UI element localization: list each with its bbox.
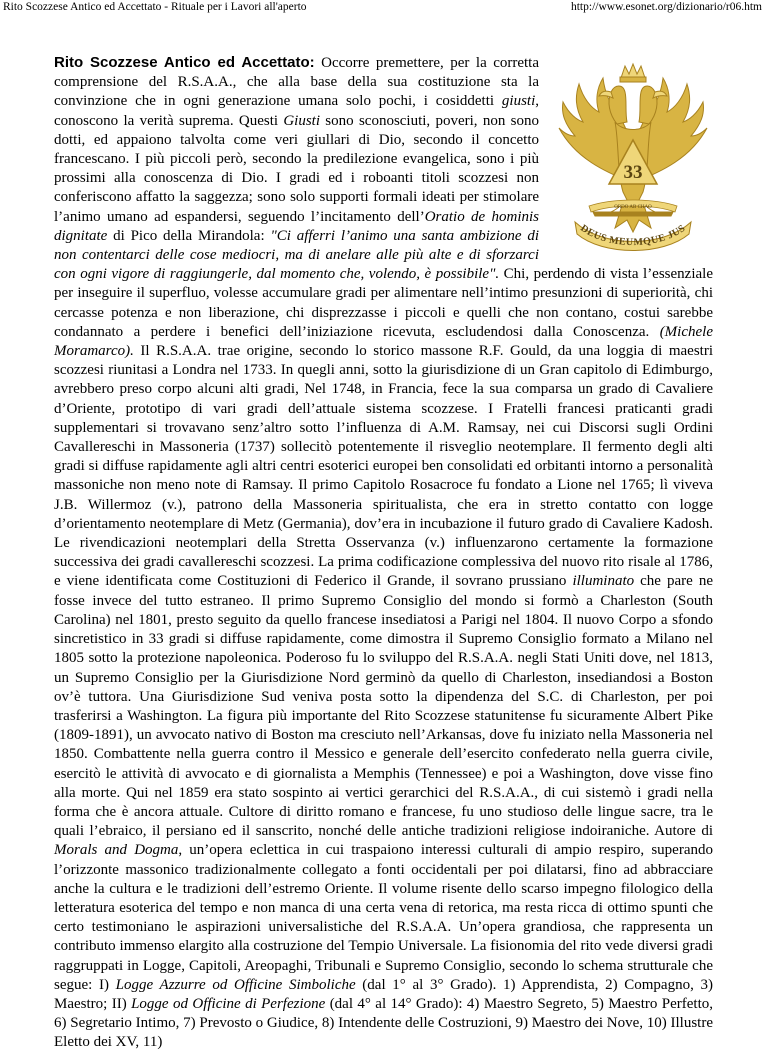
article-italic: Giusti [283,112,321,129]
emblem-motto-bottom: DEUS MEUMQUE JUS [578,222,688,249]
page-title: Rito Scozzese Antico ed Accettato - Rituale per i Lavori all'aperto [3,1,307,13]
article-text: , un’opera eclettica in cui traspaiono interessi culturali di ampio respiro, superando l’orizzonte massonico tradizionalmente collegato a fonti occidentali per poi dilatarsi, fino ad abbracciare anche la cultura e le tradizioni dell’estremo Oriente. Il volume risente dello scarso impegno filologico della letteratura esoterica del tempo e non manca di una certa vena di retorica, ma resta ricca di ottimo spunti che certo testimoniano le aspirazioni universalistiche del R.S.A.A. Un’opera grandiosa, che rappresenta un contributo immenso elargito alla costruzione del Tempio Universale. La fisionomia del rito vede diversi gradi raggruppati in Logge, Capitoli, Areopaghi, Tribunali e Supremo Consiglio, secondo lo schema strutturale che segue: I) [54,842,713,993]
article-text: sono sconosciuti, poveri, non sono dotti, ed appaiono talvolta come veri giullari di Dio, secondo il concetto francescano. I più piccoli però, secondo la predilezione evangelica, sono i più prossimi alla conoscenza di Dio. I gradi ed i roboanti titoli scozzesi non conferiscono affatto la saggezza; sono solo supporti formali ideati per stimolare l’animo umano ad espandersi, seguendo l’incitamento dell’ [54,112,539,225]
article-italic: Logge od Officine di Perfezione [131,995,326,1012]
article-italic: Oratio de hominis dignitate [54,208,539,244]
article-text: di Pico della Mirandola: [107,227,271,244]
article-text: (dal 4° al 14° Grado): 4) Maestro Segreto, 5) Maestro Perfetto, 6) Segretario Intimo, 7) Prevosto o Giudice, 8) Intendente delle Costruzioni, 9) Maestro dei Nove, 10) Illustre Eletto dei XV, 11) [54,995,714,1051]
article-text: (dal 1° al 3° Grado). 1) Apprendista, 2) Compagno, 3) Maestro; II) [54,976,713,1012]
article-italic: Logge Azzurre od Officine Simboliche [115,976,356,993]
emblem-motto-top: ORDO AB CHAO [614,205,652,210]
article-citation: (Michele Moramarco). [54,323,713,360]
article-text: , conoscono la verità suprema. Questi [54,93,539,129]
page-header [0,0,768,16]
article-italic: Morals and Dogma [54,842,179,859]
article-lead: Rito Scozzese Antico ed Accettato: [54,54,315,71]
article-text: Occorre premettere, per la corretta comprensione del R.S.A.A., che alla base della sua costituzione sta la convinzione che in ogni generazione umana solo pochi, i cosiddetti [54,55,539,110]
article-text: che pare ne fosse invece del tutto estraneo. Il primo Supremo Consiglio del mondo si formò a Charleston (South Carolina) nel 1801, presto seguito da quello francese insediatosi a Parigi nel 1804. Il nuovo Corpo a sfondo sincretistico in 33 gradi si diffuse rapidamente, come dimostra il Supremo Consiglio formato a Milano nel 1805 sotto la protezione napoleonica. Poderoso fu lo sviluppo del R.S.A.A. negli Stati Uniti dove, nel 1813, un Supremo Consiglio per la Giurisdizione Nord germinò da quello di Charleston, insediandosi a Boston ov’è tuttora. Una Giurisdizione Sud veniva posta sotto la dipendenza del S.C. di Charleston, per poi trasferirsi a Washington. La figura più importante del Rito Scozzese statunitense fu sicuramente Albert Pike (1809-1891), un avvocato nativo di Boston ma cresciuto nell’Arkansas, dove fu iniziato nella Massoneria nel 1850. Combattente nella guerra contro il Messico e generale dell’esercito confederato nella guerra civile, esercitò le attività di avvocato e di giornalista a Memphis (Tennessee) e poi a Washington, dove visse fino alla morte. Qui nel 1859 era stato sospinto ai vertici gerarchici del R.S.A.A., di cui sistemò i gradi nella forma che è ancora attuale. Cultore di diritto romano e francese, fu uno studioso delle lingue sacre, tra le quali l’ebraico, il persiano ed il sanscrito, nonché delle antiche tradizioni religiose indoiraniche. Autore di [54,573,713,840]
article-italic: giusti [501,93,536,110]
page-url: http://www.esonet.org/dizionario/r06.htm [570,1,762,13]
article-quote: "Ci afferri l’animo una santa ambizione di non contentarci delle cose mediocri, ma di anelare alle più alte e di sforzarci con ogni vigore di raggiungerle, dal momento che, volendo, è possibile". [54,227,539,283]
article-body [54,53,713,1053]
article-italic: illuminato [572,573,635,590]
emblem-number: 33 [623,162,643,183]
article-text: Chi, perdendo di vista l’essenziale per inseguire il superfluo, volesse accumulare gradi per alimentare nell’intimo presunzioni di superiorità, chi cercasse potenza e non liberazione, chi disprezzasse i piccoli e quelli che non contano, costui sarebbe condannato a perdere i benefici dell’iniziazione ricevuta, escludendosi dalla Conoscenza. [54,266,713,340]
article-text: Il R.S.A.A. trae origine, secondo lo storico massone R.F. Gould, da una loggia di maestri scozzesi riunitasi a Londra nel 1733. In quegli anni, sotto la giurisdizione di un Gran capitolo di Edimburgo, avrebbero preso corpo alcuni alti gradi, Nel 1748, in Francia, fece la sua comparsa un grado di Cavaliere d’Oriente, prototipo di vari gradi dell’attuale sistema scozzese. I Fratelli francesi praticanti gradi supplementari si trovavano senz’altro sotto l’influenza di A.M. Ramsay, nei cui Discorsi sugli Ordini Cavallereschi in Massoneria (1737) sollecitò potentemente il risveglio neotemplare. Il fermento degli alti gradi si diffuse rapidamente agli altri centri esoterici europei ben consolidati ed orbitanti intorno a personalità massoniche non meno note di Ramsay. Il primo Capitolo Rosacroce fu fondato a Lione nel 1765; lì viveva J.B. Willermoz (v.), patrono della Massoneria spiritualista, che era in stretto contatto con logge d’orientamento neotemplare di Metz (Germania), dov’era in incubazione il futuro grado di Cavaliere Kadosh. Le rivendicazioni neotemplari della Stretta Osservanza (v.) influenzarono certamente la formazione successiva dei gradi cavallereschi scozzesi. La prima codificazione complessiva del nuovo rito risale al 1786, e viene identificata come Costituzioni di Federico il Grande, il sovrano prussiano [54,343,713,590]
double-headed-eagle-emblem [553,62,713,256]
